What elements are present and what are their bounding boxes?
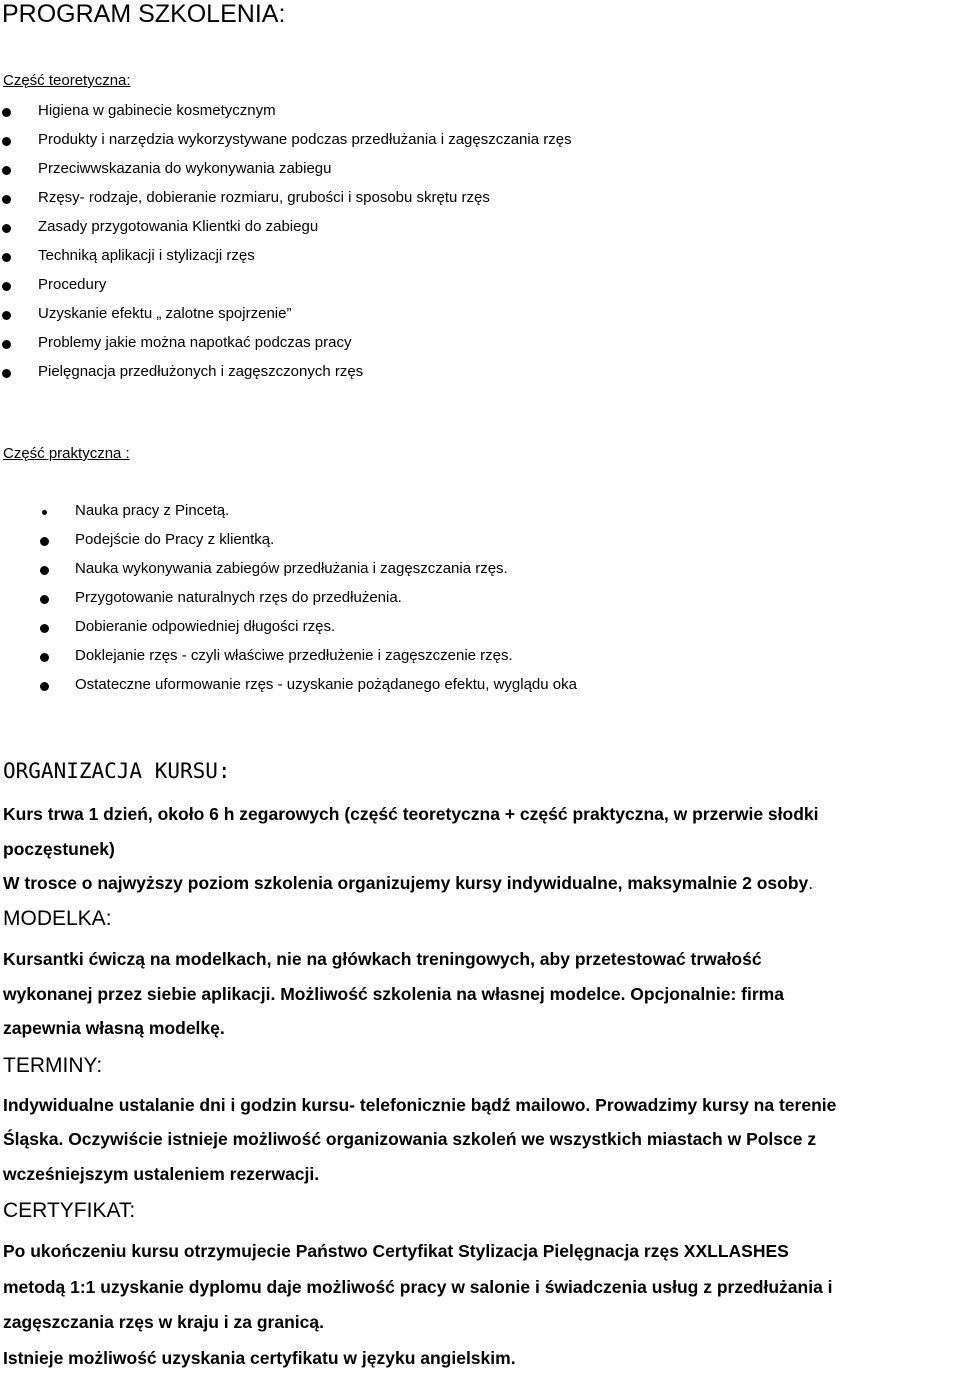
model-heading: MODELKA: <box>3 907 112 930</box>
list-item <box>0 304 940 333</box>
list-item-text: Nauka wykonywania zabiegów przedłużania i zagęszczania rzęs. <box>75 560 508 577</box>
bullet-icon <box>2 311 11 320</box>
bullet-icon <box>2 137 11 146</box>
model-line-1: Kursantki ćwiczą na modelkach, nie na główkach treningowych, aby przetestować trwałość <box>3 949 762 969</box>
list-item <box>0 501 940 530</box>
organization-heading: ORGANIZACJA KURSU: <box>3 759 231 783</box>
certificate-line-4: Istnieje możliwość uzyskania certyfikatu w języku angielskim. <box>3 1348 516 1368</box>
list-item <box>0 362 940 391</box>
bullet-icon <box>2 195 11 204</box>
list-item <box>0 217 940 246</box>
list-item <box>0 675 940 704</box>
list-item-text: Produkty i narzędzia wykorzystywane podczas przedłużania i zagęszczania rzęs <box>38 131 572 148</box>
practice-list <box>0 501 940 704</box>
theory-list <box>0 101 940 391</box>
terms-line-2: Śląska. Oczywiście istnieje możliwość organizowania szkoleń we wszystkich miastach w Polsce z <box>3 1129 817 1149</box>
practice-heading: Część praktyczna : <box>3 445 130 462</box>
bullet-icon <box>2 282 11 291</box>
bullet-icon <box>40 566 49 575</box>
list-item-text: Podejście do Pracy z klientką. <box>75 531 275 548</box>
list-item <box>0 130 940 159</box>
list-item-text: Higiena w gabinecie kosmetycznym <box>38 102 276 119</box>
bullet-icon <box>40 595 49 604</box>
list-item-text: Procedury <box>38 276 107 293</box>
bullet-icon <box>2 340 11 349</box>
terms-heading: TERMINY: <box>3 1054 103 1077</box>
list-item-text: Ostateczne uformowanie rzęs - uzyskanie pożądanego efektu, wyglądu oka <box>75 676 577 693</box>
list-item-text: Nauka pracy z Pincetą. <box>75 502 230 519</box>
terms-line-1: Indywidualne ustalanie dni i godzin kursu- telefonicznie bądź mailowo. Prowadzimy kursy na terenie <box>3 1095 837 1115</box>
list-item-text: Problemy jakie można napotkać podczas pracy <box>38 334 352 351</box>
bullet-icon <box>2 369 11 378</box>
bullet-icon <box>2 253 11 262</box>
bullet-icon <box>2 166 11 175</box>
bullet-icon <box>40 537 49 546</box>
list-item <box>0 188 940 217</box>
organization-line-3-text: W trosce o najwyższy poziom szkolenia organizujemy kursy indywidualne, maksymalnie 2 osoby <box>3 873 809 893</box>
bullet-icon <box>40 682 49 691</box>
bullet-icon <box>2 108 11 117</box>
list-item <box>0 588 940 617</box>
certificate-line-2: metodą 1:1 uzyskanie dyplomu daje możliwość pracy w salonie i świadczenia usług z przedłużania i <box>3 1277 833 1297</box>
theory-heading: Część teoretyczna: <box>3 72 131 89</box>
organization-line-2: poczęstunek) <box>3 839 115 859</box>
list-item-text: Przeciwwskazania do wykonywania zabiegu <box>38 160 332 177</box>
model-line-2: wykonanej przez siebie aplikacji. Możliwość szkolenia na własnej modelce. Opcjonalnie: firma <box>3 984 784 1004</box>
list-item <box>0 559 940 588</box>
list-item-text: Rzęsy- rodzaje, dobieranie rozmiaru, grubości i sposobu skrętu rzęs <box>38 189 490 206</box>
list-item <box>0 159 940 188</box>
organization-line-1: Kurs trwa 1 dzień, około 6 h zegarowych (część teoretyczna + część praktyczna, w przerwie słodki <box>3 804 819 824</box>
certificate-line-1: Po ukończeniu kursu otrzymujecie Państwo Certyfikat Stylizacja Pielęgnacja rzęs XXLLASHES <box>3 1241 789 1261</box>
list-item <box>0 530 940 559</box>
list-item-text: Doklejanie rzęs - czyli właściwe przedłużenie i zagęszczenie rzęs. <box>75 647 513 664</box>
page-title: PROGRAM SZKOLENIA: <box>2 0 286 28</box>
bullet-icon <box>40 624 49 633</box>
list-item-text: Techniką aplikacji i stylizacji rzęs <box>38 247 255 264</box>
certificate-heading: CERTYFIKAT: <box>3 1199 136 1222</box>
certificate-line-3: zagęszczania rzęs w kraju i za granicą. <box>3 1312 324 1332</box>
organization-line-3 <box>3 866 813 901</box>
list-item-text: Pielęgnacja przedłużonych i zagęszczonych rzęs <box>38 363 364 380</box>
list-item <box>0 246 940 275</box>
bullet-icon <box>42 510 47 515</box>
list-item-text: Zasady przygotowania Klientki do zabiegu <box>38 218 319 235</box>
organization-line-3-end: . <box>808 873 814 893</box>
terms-line-3: wcześniejszym ustaleniem rezerwacji. <box>3 1164 320 1184</box>
list-item <box>0 646 940 675</box>
list-item <box>0 617 940 646</box>
bullet-icon <box>40 653 49 662</box>
list-item <box>0 333 940 362</box>
list-item-text: Dobieranie odpowiedniej długości rzęs. <box>75 618 336 635</box>
list-item-text: Przygotowanie naturalnych rzęs do przedłużenia. <box>75 589 402 606</box>
model-line-3: zapewnia własną modelkę. <box>3 1018 225 1038</box>
list-item-text: Uzyskanie efektu „ zalotne spojrzenie” <box>38 305 292 322</box>
list-item <box>0 101 940 130</box>
list-item <box>0 275 940 304</box>
bullet-icon <box>2 224 11 233</box>
